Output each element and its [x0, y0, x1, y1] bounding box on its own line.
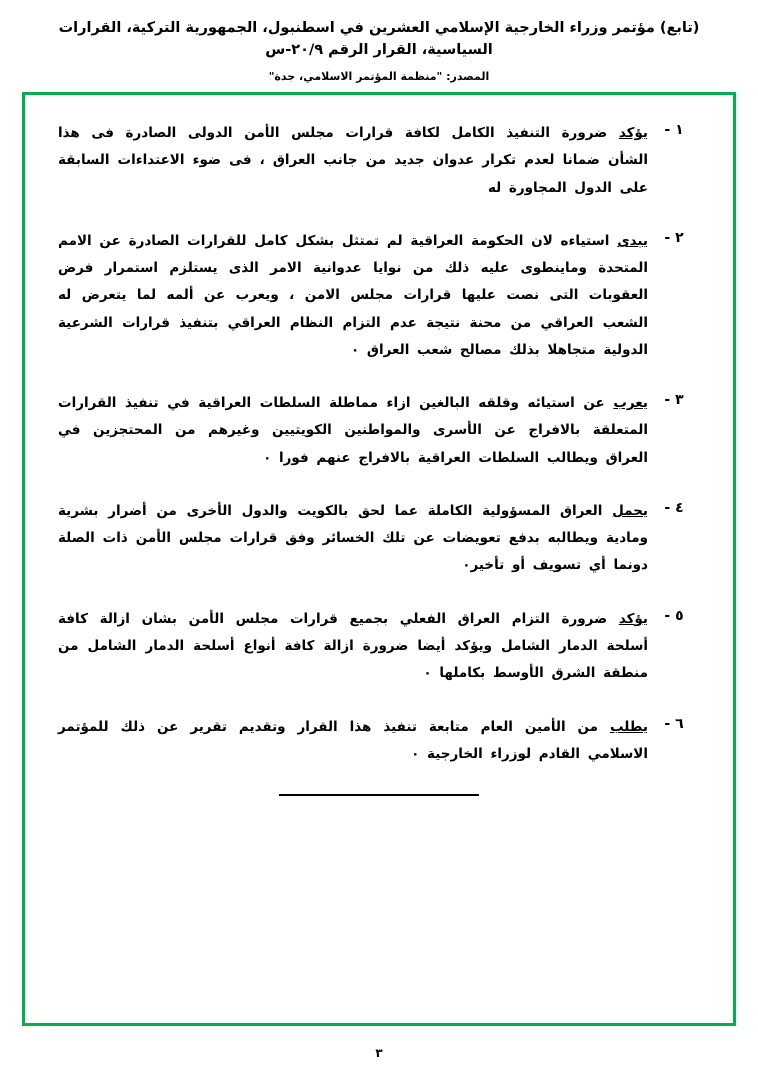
clause-content: ضرورة التنفيذ الكامل لكافة قرارات مجلس الأمن الدولى الصادرة فى هذا الشأن ضمانا لعدم تكرار عدوان جديد من جانب العراق ، فى ضوء الاعتداءات السابقة على الدول المجاورة له — [58, 125, 648, 196]
page-number: ٣ — [375, 1046, 383, 1060]
list-item — [58, 498, 700, 580]
clause-number: ٢ - — [664, 229, 684, 246]
page-title: (تابع) مؤتمر وزراء الخارجية الإسلامي العشرين في اسطنبول، الجمهورية التركية، القرارات السياسية، القرار الرقم ٢٠/٩-س — [58, 20, 700, 58]
clause-list — [30, 98, 728, 1020]
clause-text — [58, 714, 648, 769]
clause-content: من الأمين العام متابعة تنفيذ هذا القرار وتقديم تقرير عن ذلك للمؤتمر الاسلامي القادم لوزراء الخارجية ٠ — [58, 718, 648, 762]
clause-number: ١ - — [664, 122, 684, 138]
list-item — [58, 120, 700, 202]
clause-verb: يؤكد — [618, 610, 648, 627]
clause-content: عن استيائه وقلقه البالغين ازاء مماطلة السلطات العراقية في تنفيذ القرارات المتعلقة بالافراج عن الأسرى والمواطنين الكويتيين وغيرهم من المحتجزين في العراق ويطالب السلطات العراقية بالافراج عنهم فورا ٠ — [58, 395, 648, 466]
clause-text — [58, 390, 648, 472]
clause-number: ٣ - — [664, 392, 684, 409]
clause-number: ٤ - — [664, 499, 684, 516]
list-item — [58, 228, 700, 364]
clause-text — [58, 498, 648, 580]
clause-verb: يحمل — [612, 502, 648, 519]
clause-verb: يطلب — [609, 718, 648, 735]
clause-number: ٦ - — [664, 715, 684, 732]
clause-text — [58, 606, 648, 688]
clause-content: ضرورة التزام العراق الفعلي بجميع قرارات مجلس الأمن بشان ازالة كافة أسلحة الدمار الشامل ويؤكد أيضا ضرورة ازالة كافة أنواع أسلحة الدمار الشامل من منطقة الشرق الأوسط بكاملها ٠ — [58, 610, 648, 682]
list-item — [58, 390, 700, 472]
document-header — [0, 0, 758, 83]
clause-text — [58, 120, 648, 202]
clause-text — [58, 228, 648, 364]
list-item — [58, 606, 700, 688]
document-source: المصدر: "منظمة المؤتمر الاسلامي، جدة" — [268, 69, 490, 83]
clause-verb: يبدى — [617, 232, 648, 249]
clause-content: العراق المسؤولية الكاملة عما لحق بالكويت والدول الأخرى من أضرار بشرية ومادية ويطالبه بدفع تعويضات عن تلك الخسائر وفق قرارات مجلس الأمن ذات الصلة دونما أي تسويف أو تأخير٠ — [58, 502, 648, 574]
clause-number: ٥ - — [664, 607, 684, 624]
divider — [279, 794, 479, 796]
clause-verb: يؤكد — [618, 125, 648, 141]
clause-content: استياءه لان الحكومة العراقية لم تمتثل بشكل كامل للقرارات الصادرة عن الامم المتحدة وماينطوى عليه ذلك من نوايا عدوانية الامر الذى يستلزم استمرار فرض العقوبات التى نصت عليها قرارات مجلس الامن ، ويعرب عن ألمه لما يتعرض له الشعب العراقي من محنة نتيجة عدم التزام النظام العراقي بتنفيذ قرارات الشرعية الدولية متجاهلا بذلك مصالح شعب العراق ٠ — [58, 232, 648, 358]
list-item — [58, 714, 700, 769]
clause-verb: يعرب — [613, 395, 648, 412]
